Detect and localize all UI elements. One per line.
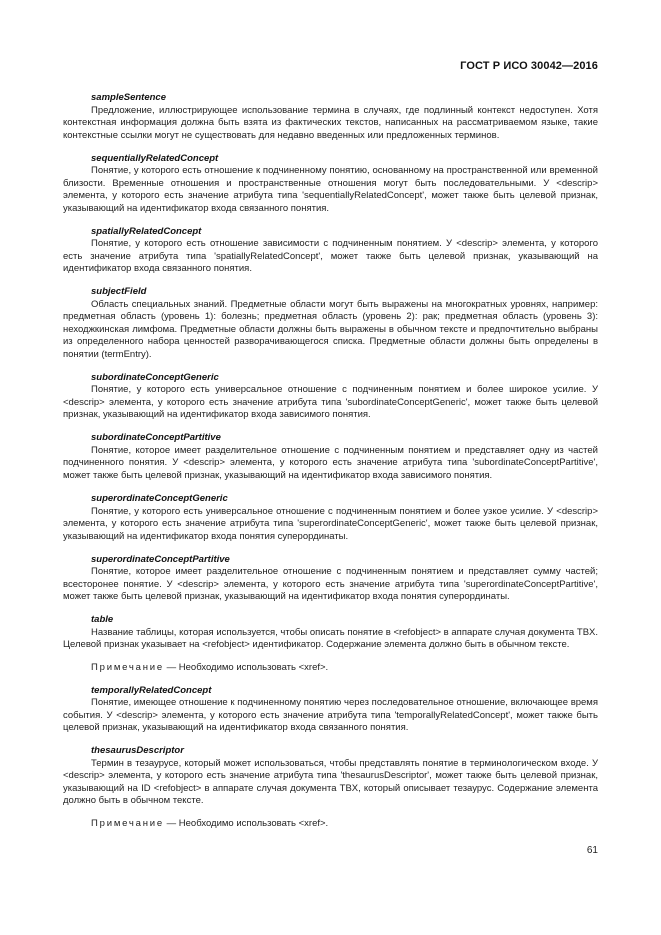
entry-note: [63, 818, 598, 831]
entry-definition: Название таблицы, которая используется, чтобы описать понятие в <refobject> в аппарате случая документа TBX. Целевой признак указывает на <refobject> идентификатор. Содержание элемента должно быть в обычном тексте.: [63, 626, 598, 651]
note-text: — Необходимо использовать <xref>.: [164, 817, 329, 829]
glossary-entry: [63, 493, 598, 543]
entry-term: subjectField: [91, 286, 147, 298]
glossary-entry: [63, 745, 598, 830]
glossary-content: [63, 92, 598, 841]
entry-definition: Понятие, у которого есть отношение зависимости с подчиненным понятием. У <descrip> элемента, у которого есть значение атрибута типа 'spatiallyRelatedConcept', может также быть целевой признак, указывающий на идентификатор входа связанного понятия.: [63, 238, 598, 275]
note-label: Примечание: [91, 817, 164, 829]
glossary-entry: [63, 372, 598, 422]
entry-definition: Понятие, у которого есть отношение к подчиненному понятию, основанному на пространственной или временной близости. Временные отношения и пространственные отношения могут быть последовательными. У <descrip> элемента, у которого есть значение атрибута типа 'sequentiallyRelatedConcept', может также быть целевой признак, указывающий на идентификатор входа связанного понятия.: [63, 165, 598, 214]
page-number: 61: [586, 845, 598, 856]
entry-term: thesaurusDescriptor: [91, 745, 184, 757]
entry-term: temporallyRelatedConcept: [91, 684, 212, 696]
entry-definition: Понятие, которое имеет разделительное отношение с подчиненным понятием и представляет одну из частей подчиненного понятия. У <descrip> элемента, у которого есть значение атрибута типа 'subordinateConceptPartitive', может также быть целевой признак, указывающий на идентификатор входа зависимого понятия.: [63, 444, 598, 481]
entry-term: superordinateConceptGeneric: [91, 493, 228, 505]
entry-definition: Понятие, которое имеет разделительное отношение с подчиненным понятием и представляет сумму частей; всесторонее понятие. У <descrip> элемента, у которого есть значение атрибута типа 'superordinateConceptPartitive', может также быть целевой признак, указывающий на идентификатор входа понятия суперординаты.: [63, 566, 598, 603]
entry-term: subordinateConceptPartitive: [91, 432, 221, 444]
glossary-entry: [63, 432, 598, 482]
glossary-entry: [63, 614, 598, 674]
entry-definition: Понятие, у которого есть универсальное отношение с подчиненным понятием и более широкое усилие. У <descrip> элемента, у которого есть значение атрибута типа 'subordinateConceptGeneric', может также быть целевой признак, указывающий на идентификатор входа зависимого понятия.: [63, 384, 598, 421]
entry-definition: Понятие, имеющее отношение к подчиненному понятию через последовательное отношение, включающее время события. У <descrip> элемента, у которого есть значение атрибута типа 'temporallyRelatedConcept', может также быть целевой признак, указывающий на идентификатор входа связанного понятия.: [63, 697, 598, 734]
entry-term: subordinateConceptGeneric: [91, 371, 219, 383]
note-text: — Необходимо использовать <xref>.: [164, 661, 329, 673]
glossary-entry: [63, 685, 598, 735]
glossary-entry: [63, 92, 598, 142]
entry-term: spatiallyRelatedConcept: [91, 225, 202, 237]
glossary-entry: [63, 226, 598, 276]
entry-definition: Термин в тезаурусе, который может использоваться, чтобы представлять понятие в терминологическом входе. У <descrip> элемента, у которого есть значение атрибута типа 'thesaurusDescriptor', может также быть целевой признак, указывающий на ID <refobject> в аппарате случая документа TBX, который описывает тезаурус. Содержание элемента должно быть в обычном тексте.: [63, 757, 598, 807]
entry-definition: Предложение, иллюстрирующее использование термина в случаях, где подлинный контекст недоступен. Хотя контекстная информация должна быть взята из фактических текстов, написанных на рассматриваемом языке, такие контекстные ссылки могут не существовать для недавно введенных или предложенных терминов.: [63, 104, 598, 141]
entry-term: sampleSentence: [91, 92, 166, 103]
document-code-header: ГОСТ Р ИСО 30042—2016: [460, 60, 598, 72]
entry-note: [63, 662, 598, 675]
entry-term: table: [91, 614, 114, 626]
entry-term: sequentiallyRelatedConcept: [91, 152, 219, 164]
entry-definition: Область специальных знаний. Предметные области могут быть выражены на многократных уровнях, например: предметная область (уровень 1): болезнь; предметная область (уровень 2): рак; предметная область (уровень 3): неходжкинская лимфома. Предметные области должны быть выражены в обычном тексте и предпочтительно выбраны из определенного набора ценностей разворачивающегося списка. Предметные области должны быть определены в понятии (termEntry).: [63, 298, 598, 360]
note-label: Примечание: [91, 661, 164, 673]
glossary-entry: [63, 286, 598, 361]
entry-definition: Понятие, у которого есть универсальное отношение с подчиненным понятием и более узкое усилие. У <descrip> элемента, у которого есть значение атрибута типа 'superordinateConceptGeneric', может также быть целевой признак, указывающий на идентификатор входа понятия суперординаты.: [63, 505, 598, 542]
entry-term: superordinateConceptPartitive: [91, 553, 230, 565]
glossary-entry: [63, 554, 598, 604]
glossary-entry: [63, 153, 598, 216]
